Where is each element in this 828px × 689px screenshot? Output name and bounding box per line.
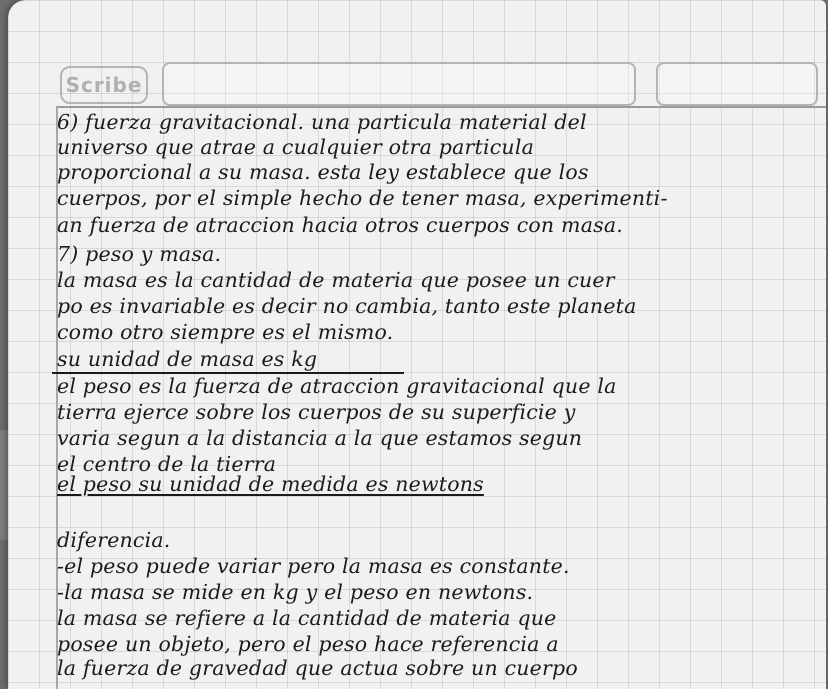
handwritten-line: la fuerza de gravedad que actua sobre un cuerpo [57, 656, 578, 680]
section-heading: diferencia. [57, 528, 171, 552]
handwritten-line: -el peso puede variar pero la masa es constante. [57, 554, 570, 578]
section-heading: 7) peso y masa. [57, 242, 222, 266]
handwritten-line: -la masa se mide en kg y el peso en newtons. [57, 580, 534, 604]
handwritten-line: po es invariable es decir no cambia, tanto este planeta [57, 294, 637, 318]
notebook-header [56, 58, 826, 108]
date-field-box [656, 62, 818, 106]
handwritten-line: como otro siempre es el mismo. [57, 320, 394, 344]
name-field-box [162, 62, 636, 106]
handwritten-line: universo que atrae a cualquier otra particula [57, 135, 535, 159]
handwritten-line: varia segun a la distancia a la que estamos segun [57, 426, 583, 450]
handwritten-line: an fuerza de atraccion hacia otros cuerpos con masa. [57, 213, 623, 237]
handwritten-line: su unidad de masa es kg [57, 347, 318, 371]
handwritten-line: el centro de la tierra [57, 452, 277, 476]
handwritten-line: posee un objeto, pero el peso hace referencia a [57, 632, 559, 656]
handwritten-line: proporcional a su masa. esta ley establece que los [57, 160, 589, 184]
handwritten-line: el peso es la fuerza de atraccion gravitacional que la [57, 374, 617, 398]
handwritten-line: la masa se refiere a la cantidad de materia que [57, 606, 557, 630]
handwritten-line: 6) fuerza gravitacional. una particula material del [57, 110, 587, 134]
handwritten-line: cuerpos, por el simple hecho de tener masa, experimenti- [57, 186, 668, 210]
handwritten-line: la masa es la cantidad de materia que posee un cuer [57, 268, 615, 292]
handwritten-line: tierra ejerce sobre los cuerpos de su superficie y [57, 400, 576, 424]
brand-logo: Scribe [60, 66, 148, 104]
handwritten-line: el peso su unidad de medida es newtons [57, 472, 484, 496]
